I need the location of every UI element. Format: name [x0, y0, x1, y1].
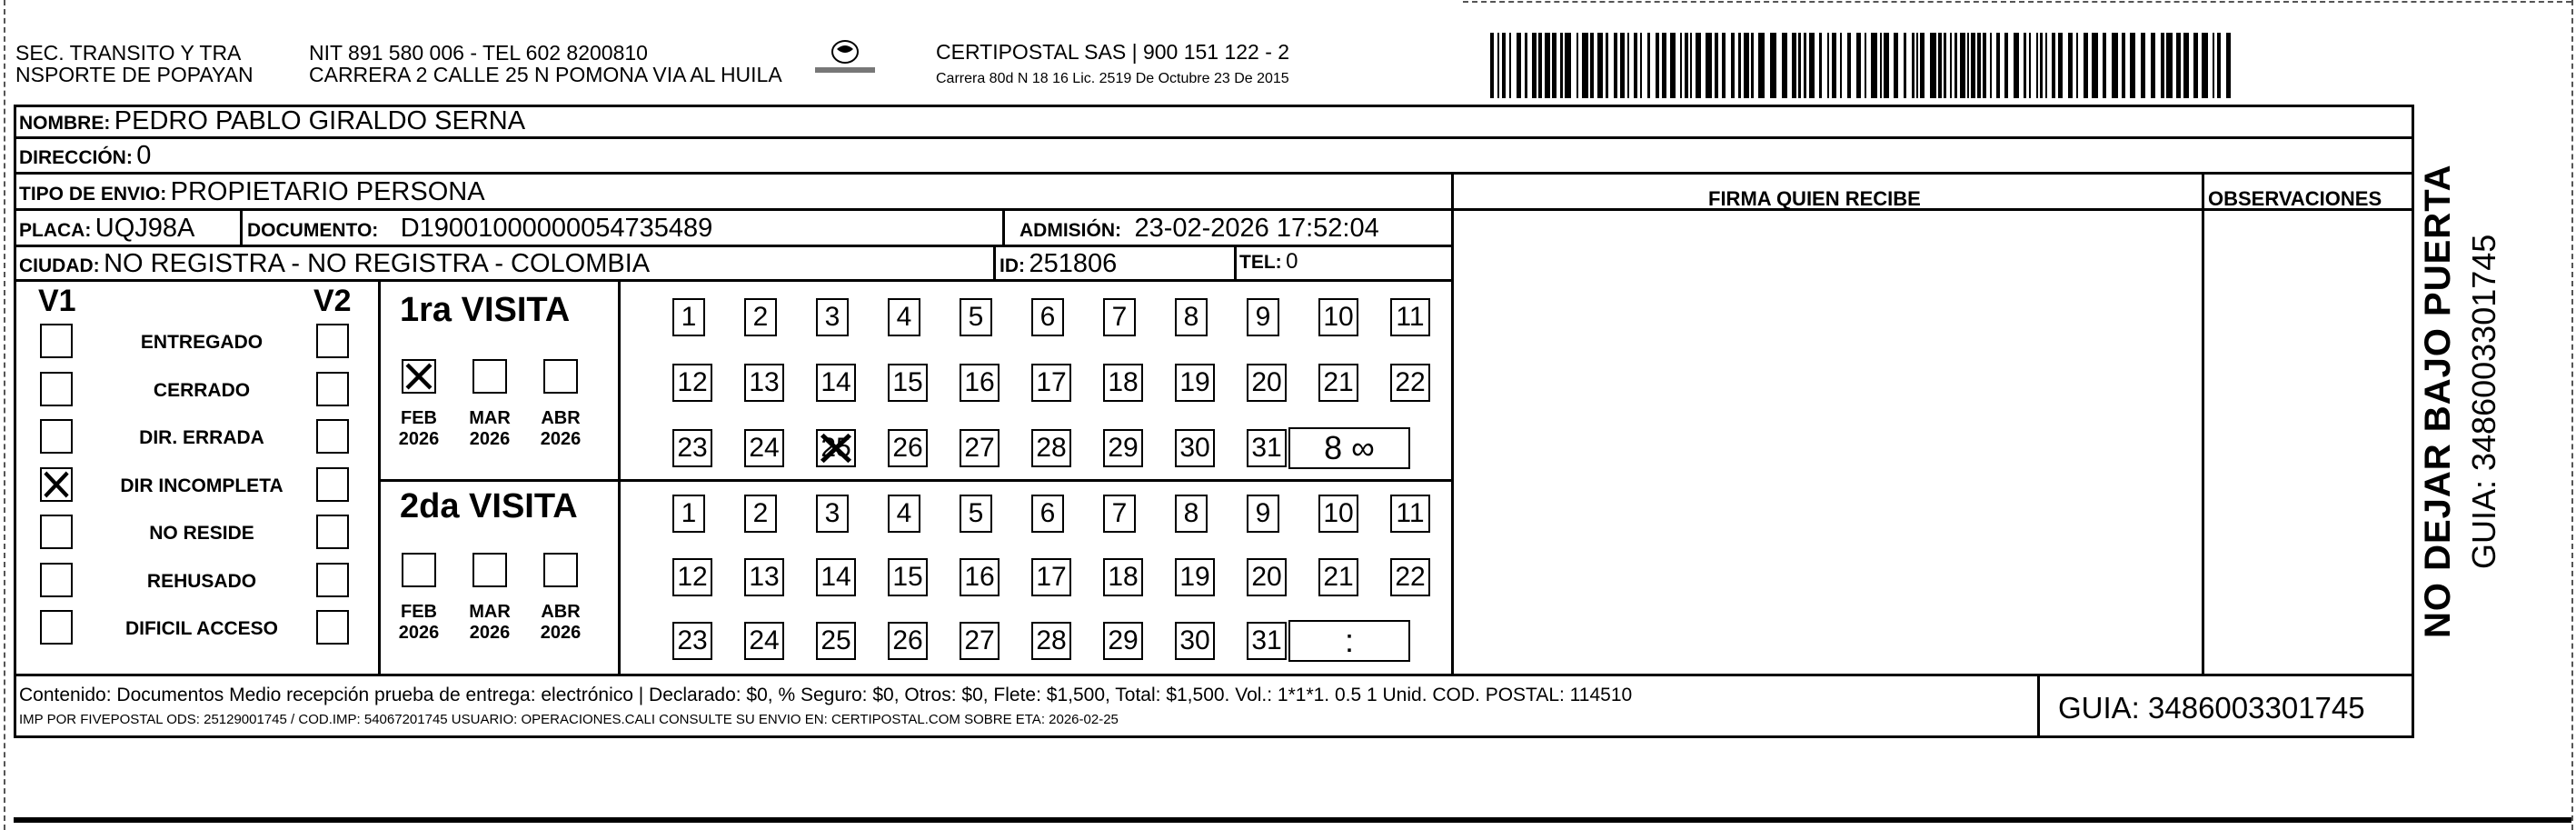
- v1-checkbox[interactable]: [40, 515, 73, 549]
- v2-checkbox[interactable]: [316, 563, 349, 597]
- month-name: MAR: [469, 408, 511, 428]
- barcode-bar: [1894, 33, 1898, 98]
- barcode-bar: [1590, 33, 1594, 98]
- documento-label: DOCUMENTO:: [247, 220, 379, 241]
- second-time-box[interactable]: :: [1288, 620, 1410, 662]
- barcode-bar: [2052, 33, 2055, 98]
- month-name: ABR: [541, 408, 581, 428]
- barcode-bar: [1640, 33, 1642, 98]
- barcode-bar: [2217, 33, 2221, 98]
- barcode-bar: [1840, 33, 1842, 98]
- barcode-bar: [1744, 33, 1749, 98]
- barcode-bar: [1832, 33, 1836, 98]
- second-day-box[interactable]: 18: [1103, 558, 1143, 596]
- first-day-box[interactable]: 7: [1103, 298, 1136, 336]
- first-day-box[interactable]: 25: [816, 429, 856, 467]
- company-name: CERTIPOSTAL SAS | 900 151 122 - 2: [936, 40, 1290, 64]
- first-month-checkbox[interactable]: [472, 359, 507, 394]
- first-day-box[interactable]: 3: [816, 298, 849, 336]
- barcode-bar: [2130, 33, 2135, 98]
- barcode-bar: [1560, 33, 1563, 98]
- barcode-bar: [1847, 33, 1851, 98]
- first-day-box[interactable]: 15: [888, 364, 928, 402]
- barcode-bar: [1532, 33, 1537, 98]
- barcode-bar: [1552, 33, 1557, 98]
- second-day-box[interactable]: 8: [1175, 495, 1208, 533]
- second-month-label: [392, 602, 446, 644]
- second-day-box[interactable]: 16: [960, 558, 1000, 596]
- firma-label: FIRMA QUIEN RECIBE: [1708, 187, 1921, 210]
- barcode-bar: [1738, 33, 1741, 98]
- barcode-bar: [1545, 33, 1550, 98]
- barcode-bar: [2141, 33, 2145, 98]
- barcode-bar: [1614, 33, 1617, 98]
- first-day-box[interactable]: 21: [1318, 364, 1358, 402]
- status-label: CERRADO: [153, 379, 251, 401]
- first-day-box[interactable]: 6: [1031, 298, 1064, 336]
- next-label-edge: [14, 817, 2571, 823]
- barcode-bar: [1722, 33, 1726, 98]
- v1-checkbox[interactable]: [40, 563, 73, 597]
- barcode-bar: [1565, 33, 1571, 98]
- placa-value: UQJ98A: [94, 214, 195, 243]
- barcode-bar: [2004, 33, 2008, 98]
- v1-label: V1: [38, 284, 76, 318]
- second-day-box[interactable]: 11: [1390, 495, 1430, 533]
- first-visit-title: 1ra VISITA: [400, 291, 571, 329]
- barcode-bar: [1525, 33, 1527, 98]
- tipo-envio-value: PROPIETARIO PERSONA: [170, 177, 485, 206]
- certipostal-logo: [813, 38, 877, 78]
- side-warning: NO DEJAR BAJO PUERTA: [2418, 164, 2458, 638]
- first-day-box[interactable]: 10: [1318, 298, 1358, 336]
- barcode-bar: [1954, 33, 1957, 98]
- status-label: NO RESIDE: [149, 523, 254, 544]
- second-day-box[interactable]: 24: [744, 622, 784, 660]
- nombre-label: NOMBRE:: [19, 113, 111, 134]
- second-day-box[interactable]: 2: [744, 495, 777, 533]
- v2-label: V2: [313, 284, 352, 318]
- status-label: REHUSADO: [146, 570, 257, 592]
- barcode-bar: [1680, 33, 1682, 98]
- barcode-bar: [2193, 33, 2198, 98]
- barcode-bar: [1865, 33, 1866, 98]
- barcode-bar: [1792, 33, 1796, 98]
- direccion-value: 0: [136, 141, 152, 170]
- month-year: 2026: [540, 429, 582, 449]
- month-name: ABR: [541, 602, 581, 622]
- second-day-box[interactable]: 27: [960, 622, 1000, 660]
- second-day-box[interactable]: 21: [1318, 558, 1358, 596]
- first-day-box[interactable]: 23: [672, 429, 712, 467]
- first-day-box[interactable]: 16: [960, 364, 1000, 402]
- barcode-bar: [1912, 33, 1915, 98]
- barcode-bar: [1916, 33, 1918, 98]
- first-month-label: [392, 408, 446, 450]
- barcode-bar: [1758, 33, 1765, 98]
- v1-checkbox[interactable]: [40, 324, 73, 358]
- second-day-box[interactable]: 12: [672, 558, 712, 596]
- tipo-envio-label: TIPO DE ENVIO:: [19, 184, 167, 205]
- documento-field: [247, 215, 712, 242]
- barcode-bar: [1490, 33, 1494, 98]
- barcode-bar: [1690, 33, 1692, 98]
- placa-label: PLACA:: [19, 220, 92, 241]
- barcode-bar: [2029, 33, 2031, 98]
- v1-checkbox[interactable]: [40, 610, 73, 645]
- month-name: MAR: [469, 602, 511, 622]
- admision-field: [1019, 215, 1379, 242]
- ciudad-label: CIUDAD:: [19, 255, 100, 276]
- second-day-box[interactable]: 26: [888, 622, 928, 660]
- month-name: FEB: [401, 602, 437, 622]
- first-day-box[interactable]: 30: [1175, 429, 1215, 467]
- second-day-box[interactable]: 6: [1031, 495, 1064, 533]
- x-mark: [42, 469, 71, 500]
- barcode-bar: [1696, 33, 1701, 98]
- barcode-bar: [2161, 33, 2164, 98]
- admision-label: ADMISIÓN:: [1019, 220, 1121, 241]
- second-day-box[interactable]: 13: [744, 558, 784, 596]
- barcode-bar: [1509, 33, 1511, 98]
- nombre-value: PEDRO PABLO GIRALDO SERNA: [114, 106, 526, 135]
- second-day-box[interactable]: 5: [960, 495, 992, 533]
- second-month-checkbox[interactable]: [543, 553, 578, 587]
- tipo-envio-field: [19, 179, 485, 205]
- first-day-box[interactable]: 11: [1390, 298, 1430, 336]
- barcode-bar: [2183, 33, 2189, 98]
- barcode-bar: [1871, 33, 1877, 98]
- barcode-bar: [1497, 33, 1499, 98]
- first-day-box[interactable]: 19: [1175, 364, 1215, 402]
- v1-checkbox[interactable]: [40, 372, 73, 406]
- first-day-box[interactable]: 1: [672, 298, 705, 336]
- second-day-box[interactable]: 31: [1247, 622, 1287, 660]
- barcode-bar: [1804, 33, 1806, 98]
- first-day-box[interactable]: 17: [1031, 364, 1071, 402]
- first-month-checkbox[interactable]: [402, 359, 436, 394]
- second-day-box[interactable]: 3: [816, 495, 849, 533]
- first-month-label: [533, 408, 588, 450]
- first-day-box[interactable]: 31: [1247, 429, 1287, 467]
- sender-name: SEC. TRANSITO Y TRA NSPORTE DE POPAYAN: [15, 41, 254, 87]
- barcode-bar: [1983, 33, 1986, 98]
- barcode-bar: [1904, 33, 1906, 98]
- sender-details: NIT 891 580 006 - TEL 602 8200810 CARRERA 2 CALLE 25 N POMONA VIA AL HUILA: [309, 41, 782, 87]
- second-day-box[interactable]: 30: [1175, 622, 1215, 660]
- month-year: 2026: [469, 623, 511, 643]
- barcode-bar: [1770, 33, 1776, 98]
- second-day-box[interactable]: 1: [672, 495, 705, 533]
- first-month-label: [462, 408, 517, 450]
- barcode: [1490, 33, 2231, 98]
- first-day-box[interactable]: 13: [744, 364, 784, 402]
- barcode-bar: [1920, 33, 1925, 98]
- first-day-box[interactable]: 9: [1247, 298, 1279, 336]
- tel-field: [1239, 251, 1298, 273]
- nombre-field: [19, 108, 525, 135]
- second-day-box[interactable]: 14: [816, 558, 856, 596]
- contenido-text: Contenido: Documentos Medio recepción prueba de entrega: electrónico | Declarado: $0, % Seguro: $0, Otros: $0, Flete: $1,500, Total: $1,500. Vol.: 1*1*1. 0.5 1 Unid. COD. POSTAL: 114510: [19, 685, 1633, 705]
- barcode-bar: [2103, 33, 2106, 98]
- barcode-bar: [1950, 33, 1952, 98]
- barcode-bar: [1576, 33, 1578, 98]
- first-day-box[interactable]: 26: [888, 429, 928, 467]
- month-year: 2026: [398, 429, 440, 449]
- v2-checkbox[interactable]: [316, 515, 349, 549]
- imp-text: IMP POR FIVEPOSTAL ODS: 25129001745 / COD.IMP: 54067201745 USUARIO: OPERACIONES.CALI CONSULTE SU ENVIO EN: CERTIPOSTAL.COM SOBRE ETA: 2026-02-25: [19, 712, 1119, 727]
- second-day-box[interactable]: 4: [888, 495, 920, 533]
- first-day-box[interactable]: 29: [1103, 429, 1143, 467]
- barcode-bar: [1884, 33, 1889, 98]
- barcode-bar: [1856, 33, 1861, 98]
- first-day-box[interactable]: 18: [1103, 364, 1143, 402]
- id-label: ID:: [1000, 255, 1025, 276]
- perforation-right: [2571, 0, 2573, 830]
- footer-guia: GUIA: 3486003301745: [2058, 691, 2365, 725]
- second-day-box[interactable]: 19: [1175, 558, 1215, 596]
- barcode-bar: [1538, 33, 1542, 98]
- x-mark: [403, 361, 434, 392]
- first-day-box[interactable]: 5: [960, 298, 992, 336]
- barcode-bar: [2151, 33, 2155, 98]
- first-day-box[interactable]: 8: [1175, 298, 1208, 336]
- perforation-top: [1463, 1, 2571, 3]
- barcode-bar: [2092, 33, 2098, 98]
- barcode-bar: [2014, 33, 2019, 98]
- month-year: 2026: [540, 623, 582, 643]
- barcode-bar: [1517, 33, 1521, 98]
- barcode-bar: [2176, 33, 2181, 98]
- ciudad-field: [19, 251, 650, 277]
- barcode-bar: [1977, 33, 1981, 98]
- barcode-bar: [2122, 33, 2125, 98]
- barcode-bar: [1685, 33, 1688, 98]
- barcode-bar: [1930, 33, 1936, 98]
- v2-checkbox[interactable]: [316, 324, 349, 358]
- direccion-field: [19, 143, 151, 169]
- barcode-bar: [1971, 33, 1975, 98]
- id-value: 251806: [1029, 249, 1118, 278]
- v2-checkbox[interactable]: [316, 610, 349, 645]
- barcode-bar: [2068, 33, 2073, 98]
- barcode-bar: [1634, 33, 1637, 98]
- barcode-bar: [2058, 33, 2063, 98]
- x-mark: [818, 431, 854, 465]
- barcode-bar: [2213, 33, 2214, 98]
- barcode-bar: [1647, 33, 1650, 98]
- first-day-box[interactable]: 20: [1247, 364, 1287, 402]
- second-day-box[interactable]: 10: [1318, 495, 1358, 533]
- barcode-bar: [1809, 33, 1815, 98]
- barcode-bar: [1731, 33, 1735, 98]
- barcode-bar: [1938, 33, 1942, 98]
- second-day-box[interactable]: 25: [816, 622, 856, 660]
- second-month-checkbox[interactable]: [402, 553, 436, 587]
- barcode-bar: [1670, 33, 1676, 98]
- first-time-box[interactable]: 8 ∞: [1288, 427, 1410, 469]
- second-visit-title: 2da VISITA: [400, 487, 578, 525]
- barcode-bar: [1819, 33, 1822, 98]
- side-guia: GUIA: 3486003301745: [2465, 234, 2502, 569]
- second-day-box[interactable]: 7: [1103, 495, 1136, 533]
- second-day-box[interactable]: 29: [1103, 622, 1143, 660]
- v2-checkbox[interactable]: [316, 467, 349, 502]
- barcode-bar: [2112, 33, 2118, 98]
- company-details: Carrera 80d N 18 16 Lic. 2519 De Octubre 23 De 2015: [936, 71, 1289, 86]
- second-month-label: [462, 602, 517, 644]
- barcode-bar: [1751, 33, 1754, 98]
- v1-checkbox[interactable]: [40, 419, 73, 454]
- barcode-bar: [1582, 33, 1588, 98]
- direccion-label: DIRECCIÓN:: [19, 147, 133, 168]
- documento-value: D19001000000054735489: [400, 214, 713, 243]
- barcode-bar: [1782, 33, 1787, 98]
- v1-checkbox[interactable]: [40, 467, 73, 502]
- observaciones-label: OBSERVACIONES: [2208, 187, 2382, 210]
- barcode-bar: [1798, 33, 1801, 98]
- second-day-box[interactable]: 28: [1031, 622, 1071, 660]
- barcode-bar: [2036, 33, 2038, 98]
- second-day-box[interactable]: 9: [1247, 495, 1279, 533]
- barcode-bar: [1656, 33, 1659, 98]
- first-day-box[interactable]: 27: [960, 429, 1000, 467]
- first-day-box[interactable]: 28: [1031, 429, 1071, 467]
- barcode-bar: [1967, 33, 1969, 98]
- second-day-box[interactable]: 23: [672, 622, 712, 660]
- tel-value: 0: [1286, 249, 1298, 274]
- ciudad-value: NO REGISTRA - NO REGISTRA - COLOMBIA: [104, 249, 651, 278]
- second-month-label: [533, 602, 588, 644]
- barcode-bar: [1597, 33, 1603, 98]
- barcode-bar: [2076, 33, 2078, 98]
- barcode-bar: [1990, 33, 1992, 98]
- second-month-checkbox[interactable]: [472, 553, 507, 587]
- admision-value: 23-02-2026 17:52:04: [1134, 214, 1379, 243]
- first-day-box[interactable]: 24: [744, 429, 784, 467]
- barcode-bar: [1827, 33, 1829, 98]
- perforation-left: [4, 0, 5, 830]
- v2-checkbox[interactable]: [316, 372, 349, 406]
- barcode-bar: [1606, 33, 1608, 98]
- placa-field: [19, 215, 194, 242]
- second-day-box[interactable]: 15: [888, 558, 928, 596]
- first-day-box[interactable]: 22: [1390, 364, 1430, 402]
- month-name: FEB: [401, 408, 437, 428]
- barcode-bar: [1620, 33, 1625, 98]
- month-year: 2026: [398, 623, 440, 643]
- second-day-box[interactable]: 17: [1031, 558, 1071, 596]
- barcode-bar: [1880, 33, 1882, 98]
- barcode-bar: [1627, 33, 1629, 98]
- v2-checkbox[interactable]: [316, 419, 349, 454]
- barcode-bar: [2166, 33, 2173, 98]
- barcode-bar: [1996, 33, 2000, 98]
- barcode-bar: [2045, 33, 2047, 98]
- first-day-box[interactable]: 2: [744, 298, 777, 336]
- status-label: DIR. ERRADA: [139, 427, 264, 448]
- first-day-box[interactable]: 14: [816, 364, 856, 402]
- month-year: 2026: [469, 429, 511, 449]
- barcode-bar: [2040, 33, 2043, 98]
- first-day-box[interactable]: 12: [672, 364, 712, 402]
- tel-label: TEL:: [1239, 252, 1282, 273]
- second-day-box[interactable]: 22: [1390, 558, 1430, 596]
- first-day-box[interactable]: 4: [888, 298, 920, 336]
- barcode-bar: [2084, 33, 2088, 98]
- first-month-checkbox[interactable]: [543, 359, 578, 394]
- barcode-bar: [1706, 33, 1712, 98]
- barcode-bar: [1715, 33, 1718, 98]
- barcode-bar: [2024, 33, 2026, 98]
- barcode-bar: [1502, 33, 1506, 98]
- barcode-bar: [1662, 33, 1666, 98]
- second-day-box[interactable]: 20: [1247, 558, 1287, 596]
- barcode-bar: [2226, 33, 2231, 98]
- status-label: DIR INCOMPLETA: [120, 475, 283, 496]
- id-field: [1000, 251, 1117, 277]
- status-label: ENTREGADO: [140, 332, 264, 353]
- barcode-bar: [1944, 33, 1946, 98]
- status-label: DIFICIL ACCESO: [124, 618, 278, 639]
- barcode-bar: [2202, 33, 2208, 98]
- barcode-bar: [1960, 33, 1965, 98]
